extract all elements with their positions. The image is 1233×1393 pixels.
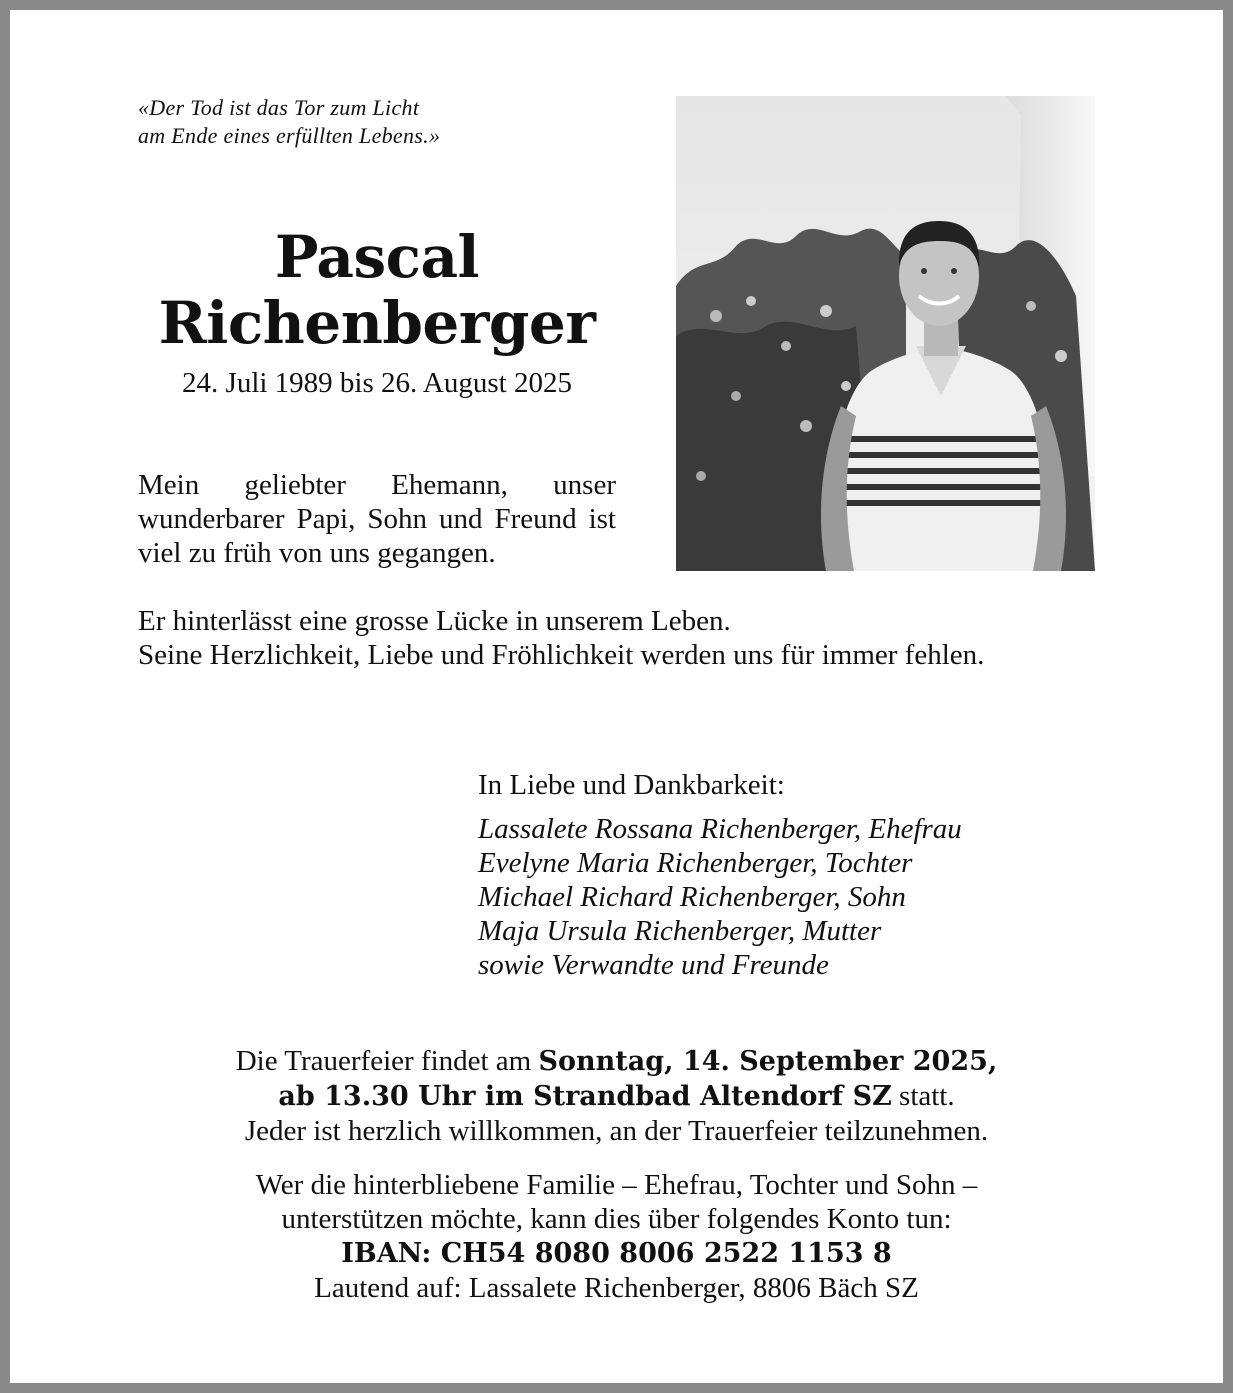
ceremony-line <box>70 1079 1163 1114</box>
ceremony-notice <box>70 1044 1163 1148</box>
account-holder: Lautend auf: Lassalete Richenberger, 8806 Bäch SZ <box>314 1272 919 1304</box>
tribute-continuation <box>138 604 1098 672</box>
signoff-intro: In Liebe und Dankbarkeit: <box>478 769 785 801</box>
mourner-line: Maja Ursula Richenberger, Mutter <box>478 915 882 947</box>
ceremony-suffix: statt. <box>891 1080 955 1112</box>
ceremony-place: ab 13.30 Uhr im Strandbad Altendorf SZ <box>278 1081 892 1112</box>
mourner-line: Evelyne Maria Richenberger, Tochter <box>478 847 913 879</box>
iban <box>70 1236 1163 1271</box>
ceremony-prefix: Die Trauerfeier findet am <box>235 1045 539 1077</box>
first-name: Pascal <box>274 223 480 291</box>
donation-line: Wer die hinterbliebene Familie – Ehefrau, Tochter und Sohn – <box>255 1169 978 1201</box>
family-signoff <box>478 768 1098 982</box>
portrait-image <box>676 96 1095 571</box>
ceremony-welcome: Jeder ist herzlich willkommen, an der Trauerfeier teilzunehmen. <box>244 1115 989 1147</box>
tribute-line: Er hinterlässt eine grosse Lücke in unserem Leben. <box>138 605 731 637</box>
mourner-line: sowie Verwandte und Freunde <box>478 949 829 981</box>
ceremony-date: Sonntag, 14. September 2025, <box>538 1046 998 1077</box>
epigraph-quote <box>138 94 440 150</box>
donation-notice <box>70 1168 1163 1305</box>
deceased-name <box>128 224 626 356</box>
obituary-page <box>10 10 1223 1383</box>
portrait-photo <box>676 96 1095 571</box>
ceremony-line <box>70 1044 1163 1079</box>
life-dates: 24. Juli 1989 bis 26. August 2025 <box>182 367 572 399</box>
quote-line: am Ende eines erfüllten Lebens.» <box>138 123 441 148</box>
iban-number: IBAN: CH54 8080 8006 2522 1153 8 <box>341 1238 892 1269</box>
tribute-line: Seine Herzlichkeit, Liebe und Fröhlichkeit werden uns für immer fehlen. <box>138 639 985 671</box>
mourner-line: Lassalete Rossana Richenberger, Ehefrau <box>478 813 962 845</box>
quote-line: «Der Tod ist das Tor zum Licht <box>138 95 420 120</box>
mourners-list <box>478 812 1098 982</box>
last-name: Richenberger <box>158 289 596 357</box>
donation-line: unterstützen möchte, kann dies über folgendes Konto tun: <box>281 1203 952 1235</box>
tribute-paragraph: Mein geliebter Ehemann, unser wunderbarer Papi, Sohn und Freund ist viel zu früh von uns gegangen. <box>138 469 616 569</box>
mourner-line: Michael Richard Richenberger, Sohn <box>478 881 906 913</box>
